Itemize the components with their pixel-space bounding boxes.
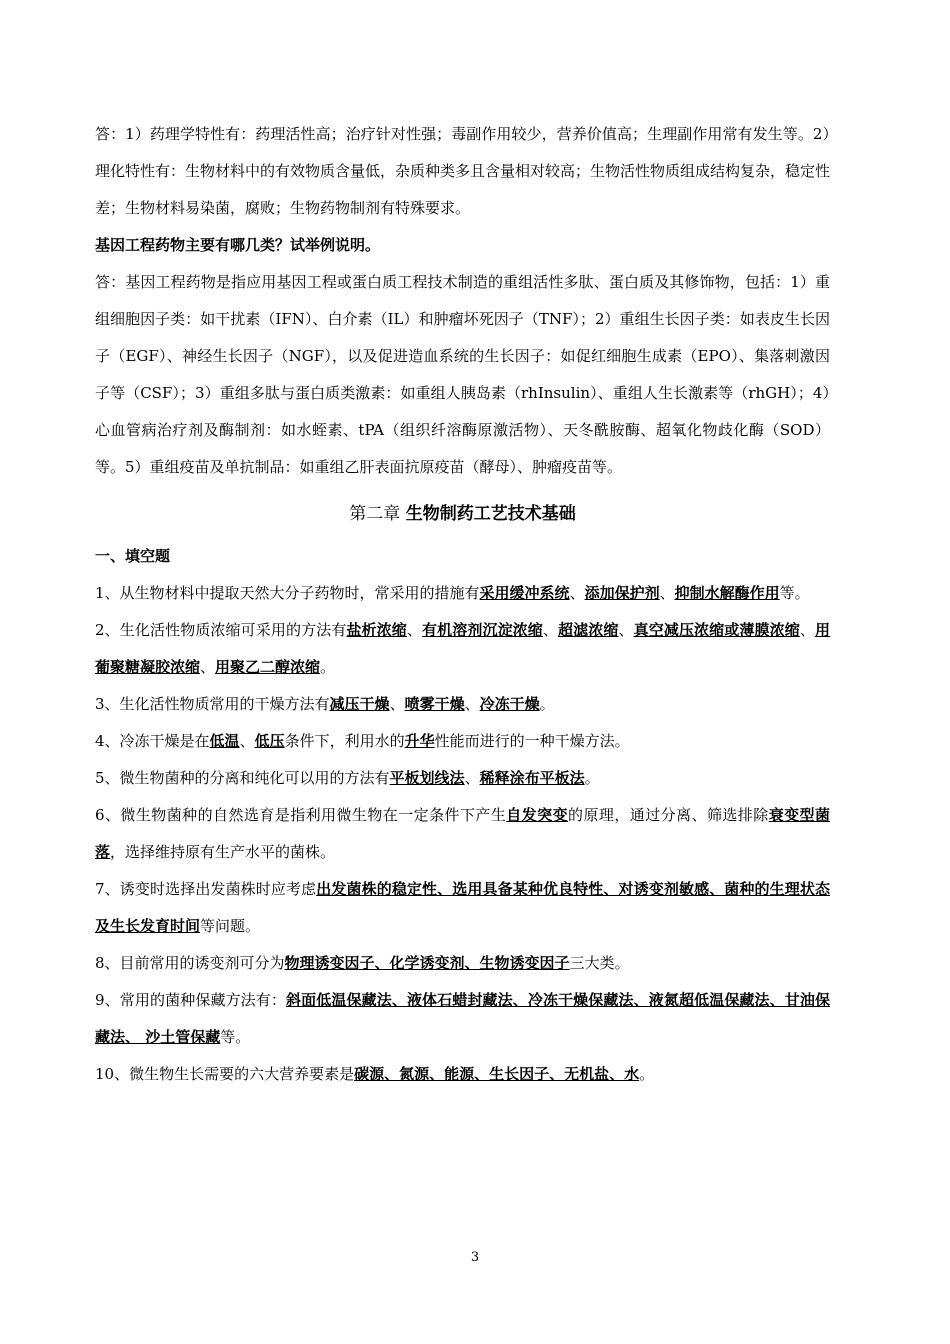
fill-item-6: 6、微生物菌种的自然选育是指利用微生物在一定条件下产生自发突变的原理，通过分离、筛选排除衰变型菌落，选择维持原有生产水平的菌株。 (95, 806, 830, 861)
fill-item-7: 7、诱变时选择出发菌株时应考虑出发菌株的稳定性、选用具备某种优良特性、对诱变剂敏感、菌种的生理状态及生长发育时间等问题。 (95, 880, 830, 935)
page-number: 3 (470, 1250, 480, 1265)
fill-item-4: 4、冷冻干燥是在低温、低压条件下，利用水的升华性能而进行的一种干燥方法。 (95, 732, 630, 750)
fill-item-9: 9、常用的菌种保藏方法有：斜面低温保藏法、液体石蜡封藏法、冷冻干燥保藏法、液氮超低温保藏法、甘油保藏法、 沙土管保藏等。 (95, 991, 830, 1046)
document-body (95, 116, 830, 1093)
fill-item-3: 3、生化活性物质常用的干燥方法有减压干燥、喷雾干燥、冷冻干燥。 (95, 695, 555, 713)
chapter-prefix: 第二章 (349, 504, 401, 524)
fill-item-5: 5、微生物菌种的分离和纯化可以用的方法有平板划线法、稀释涂布平板法。 (95, 769, 600, 787)
section-heading: 一、填空题 (95, 547, 171, 565)
question-2: 基因工程药物主要有哪几类？试举例说明。 (95, 236, 381, 254)
fill-item-2: 2、生化活性物质浓缩可采用的方法有盐析浓缩、有机溶剂沉淀浓缩、超滤浓缩、真空减压浓缩或薄膜浓缩、用葡聚糖凝胶浓缩、用聚乙二醇浓缩。 (95, 621, 830, 676)
chapter-heading (95, 494, 830, 534)
answer-1: 答：1）药理学特性有：药理活性高；治疗针对性强；毒副作用较少，营养价值高；生理副作用常有发生等。2）理化特性有：生物材料中的有效物质含量低，杂质种类多且含量相对较高；生物活性物质组成结构复杂，稳定性差；生物材料易染菌，腐败；生物药物制剂有特殊要求。 (95, 125, 831, 217)
answer-2: 答：基因工程药物是指应用基因工程或蛋白质工程技术制造的重组活性多肽、蛋白质及其修饰物，包括：1）重组细胞因子类：如干扰素（IFN）、白介素（IL）和肿瘤坏死因子（TNF）；2）重组生长因子类：如表皮生长因子（EGF）、神经生长因子（NGF），以及促进造血系统的生长因子：如促红细胞生成素（EPO）、集落刺激因子等（CSF）；3）重组多肽与蛋白质类激素：如重组人胰岛素（rhInsulin）、重组人生长激素等（rhGH）；4）心血管病治疗剂及酶制剂：如水蛭素、tPA（组织纤溶酶原激活物）、天冬酰胺酶、超氧化物歧化酶（SOD）等。5）重组疫苗及单抗制品：如重组乙肝表面抗原疫苗（酵母）、肿瘤疫苗等。 (95, 273, 830, 476)
fill-item-1: 1、从生物材料中提取天然大分子药物时，常采用的措施有采用缓冲系统、添加保护剂、抑制水解酶作用等。 (95, 584, 810, 602)
chapter-title: 生物制药工艺技术基础 (405, 504, 576, 524)
fill-item-8: 8、目前常用的诱变剂可分为物理诱变因子、化学诱变剂、生物诱变因子三大类。 (95, 954, 630, 972)
fill-item-10: 10、微生物生长需要的六大营养要素是碳源、氮源、能源、生长因子、无机盐、水。 (95, 1065, 655, 1083)
